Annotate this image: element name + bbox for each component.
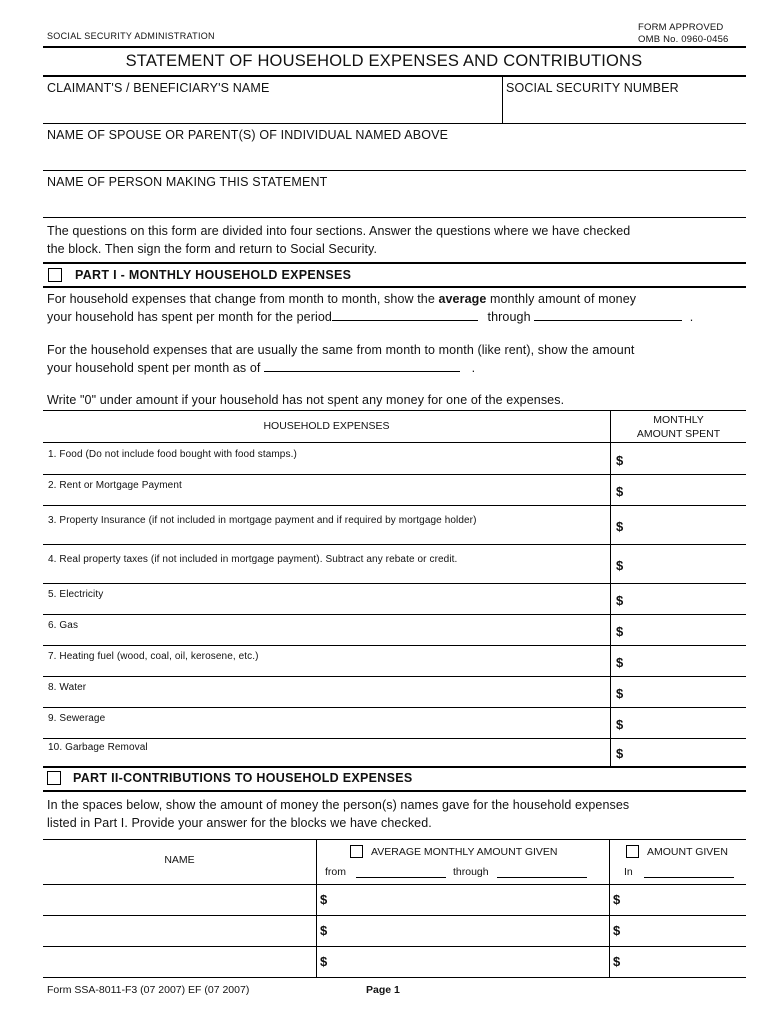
expense-row [43,707,746,738]
avg-monthly-amount-field[interactable] [317,885,609,915]
expense-row [43,614,746,645]
part2-heading-rule [43,790,746,792]
period-through-field[interactable] [534,308,682,321]
through-label: through [453,866,489,878]
in-date-field[interactable] [644,877,734,878]
part1-checkbox[interactable] [48,268,62,282]
expense-label: 7. Heating fuel (wood, coal, oil, kerosene, etc.) [48,651,259,662]
expense-label: 10. Garbage Removal [48,742,148,753]
form-approved-text: FORM APPROVED [638,22,724,33]
spouse-name-field[interactable] [43,126,746,169]
dollar-sign: $ [616,686,624,701]
amount-given-field[interactable] [610,947,746,977]
expense-amount-field[interactable] [611,505,746,544]
expense-amount-field[interactable] [611,676,746,707]
person-making-statement-field[interactable] [43,173,746,216]
from-date-field[interactable] [356,877,446,878]
contribution-row [43,947,746,977]
dollar-sign: $ [613,923,621,938]
expense-label: 4. Real property taxes (if not included in mortgage payment). Subtract any rebate or credit. [48,554,458,565]
instructions-line: The questions on this form are divided into four sections. Answer the questions where we have checked [47,224,631,238]
dollar-sign: $ [320,923,328,938]
avg-monthly-checkbox[interactable] [350,845,363,858]
rule [43,170,746,171]
instructions [47,222,747,258]
expense-label: 2. Rent or Mortgage Payment [48,480,182,491]
in-label: In [624,866,633,878]
expense-label: 8. Water [48,682,87,693]
ssn-field[interactable] [503,80,746,123]
expense-row [43,738,746,766]
contributor-name-field[interactable] [43,885,316,915]
expense-amount-field[interactable] [611,544,746,583]
header-rule [43,46,746,48]
period: . [471,361,476,375]
part2-checkbox[interactable] [47,771,61,785]
part1-heading-rule [43,286,746,288]
amount-given-field[interactable] [610,916,746,946]
expense-label: 5. Electricity [48,589,104,600]
period: . [689,310,694,324]
title-rule [43,75,746,77]
expense-label: 6. Gas [48,620,79,631]
col-household-expenses: HOUSEHOLD EXPENSES [263,420,390,432]
dollar-sign: $ [616,624,624,639]
dollar-sign: $ [616,453,624,468]
ssn-label: SOCIAL SECURITY NUMBER [506,81,679,95]
expense-row [43,676,746,707]
col-label: MONTHLY [653,414,704,426]
expense-row [43,583,746,614]
page-number: Page 1 [366,984,400,996]
col-monthly-amount [611,413,746,441]
through-date-field[interactable] [497,877,587,878]
avg-monthly-amount-field[interactable] [317,916,609,946]
dollar-sign: $ [616,593,624,608]
part2-heading: PART II-CONTRIBUTIONS TO HOUSEHOLD EXPENSES [73,771,413,785]
text: your household has spent per month for the period [47,310,332,324]
col-amount-given: AMOUNT GIVEN [647,846,728,858]
dollar-sign: $ [616,746,624,761]
amount-given-checkbox[interactable] [626,845,639,858]
text: listed in Part I. Provide your answer for the blocks we have checked. [47,816,432,830]
text: For the household expenses that are usually the same from month to month (like rent), show the amount [47,343,635,357]
contributor-name-field[interactable] [43,947,316,977]
rule [43,123,746,124]
claimant-name-field[interactable] [43,80,502,123]
part1-paragraph-1 [47,290,747,326]
col-avg-monthly: AVERAGE MONTHLY AMOUNT GIVEN [371,846,558,858]
form-number: Form SSA-8011-F3 (07 2007) EF (07 2007) [47,984,250,996]
expense-row [43,645,746,676]
omb-approval [638,22,729,46]
expense-label: 3. Property Insurance (if not included in mortgage payment and if required by mortgage holder) [48,515,477,526]
part1-paragraph-2 [47,341,747,377]
part1-heading: PART I - MONTHLY HOUSEHOLD EXPENSES [75,268,352,282]
table-top-rule [43,410,746,411]
omb-number: OMB No. 0960-0456 [638,34,729,45]
spouse-name-label: NAME OF SPOUSE OR PARENT(S) OF INDIVIDUAL NAMED ABOVE [47,128,449,142]
form-title: STATEMENT OF HOUSEHOLD EXPENSES AND CONTRIBUTIONS [125,52,643,70]
dollar-sign: $ [320,892,328,907]
expense-row [43,443,746,474]
contributor-name-field[interactable] [43,916,316,946]
expense-amount-field[interactable] [611,614,746,645]
part2-instructions [47,796,747,832]
dollar-sign: $ [320,954,328,969]
part1-top-rule [43,262,746,264]
through-label: through [487,310,531,324]
expense-amount-field[interactable] [611,583,746,614]
expense-label: 9. Sewerage [48,713,106,724]
expense-row [43,505,746,544]
person-making-statement-label: NAME OF PERSON MAKING THIS STATEMENT [47,175,328,189]
col-name: NAME [164,854,195,866]
expense-amount-field[interactable] [611,707,746,738]
expense-amount-field[interactable] [611,474,746,505]
dollar-sign: $ [616,519,624,534]
part1-paragraph-3: Write "0" under amount if your household has not spent any money for one of the expenses. [47,393,565,407]
amount-given-field[interactable] [610,885,746,915]
expense-amount-field[interactable] [611,443,746,474]
expense-row [43,544,746,583]
agency-name: SOCIAL SECURITY ADMINISTRATION [47,31,215,41]
from-label: from [325,866,346,878]
as-of-date-field[interactable] [264,359,460,372]
expense-amount-field[interactable] [611,645,746,676]
part2-top-rule [43,766,746,768]
expense-amount-field[interactable] [611,738,746,766]
avg-monthly-amount-field[interactable] [317,947,609,977]
dollar-sign: $ [613,954,621,969]
text: monthly amount of money [486,292,637,306]
instructions-line: the block. Then sign the form and return to Social Security. [47,242,378,256]
dollar-sign: $ [616,484,624,499]
claimant-name-label: CLAIMANT'S / BENEFICIARY'S NAME [47,81,270,95]
emphasis-text: average [438,292,487,306]
contribution-row [43,916,746,946]
expense-row [43,474,746,505]
text: For household expenses that change from month to month, show the [47,292,439,306]
col-label: AMOUNT SPENT [636,428,721,440]
rule [43,217,746,218]
text: your household spent per month as of [47,361,261,375]
p2-table-top-rule [43,839,746,840]
expense-label: 1. Food (Do not include food bought with food stamps.) [48,449,297,460]
dollar-sign: $ [616,717,624,732]
dollar-sign: $ [616,655,624,670]
contribution-row [43,885,746,915]
dollar-sign: $ [613,892,621,907]
text: In the spaces below, show the amount of money the person(s) names gave for the household expenses [47,798,630,812]
period-from-field[interactable] [332,308,478,321]
dollar-sign: $ [616,558,624,573]
p2-bottom-rule [43,977,746,978]
